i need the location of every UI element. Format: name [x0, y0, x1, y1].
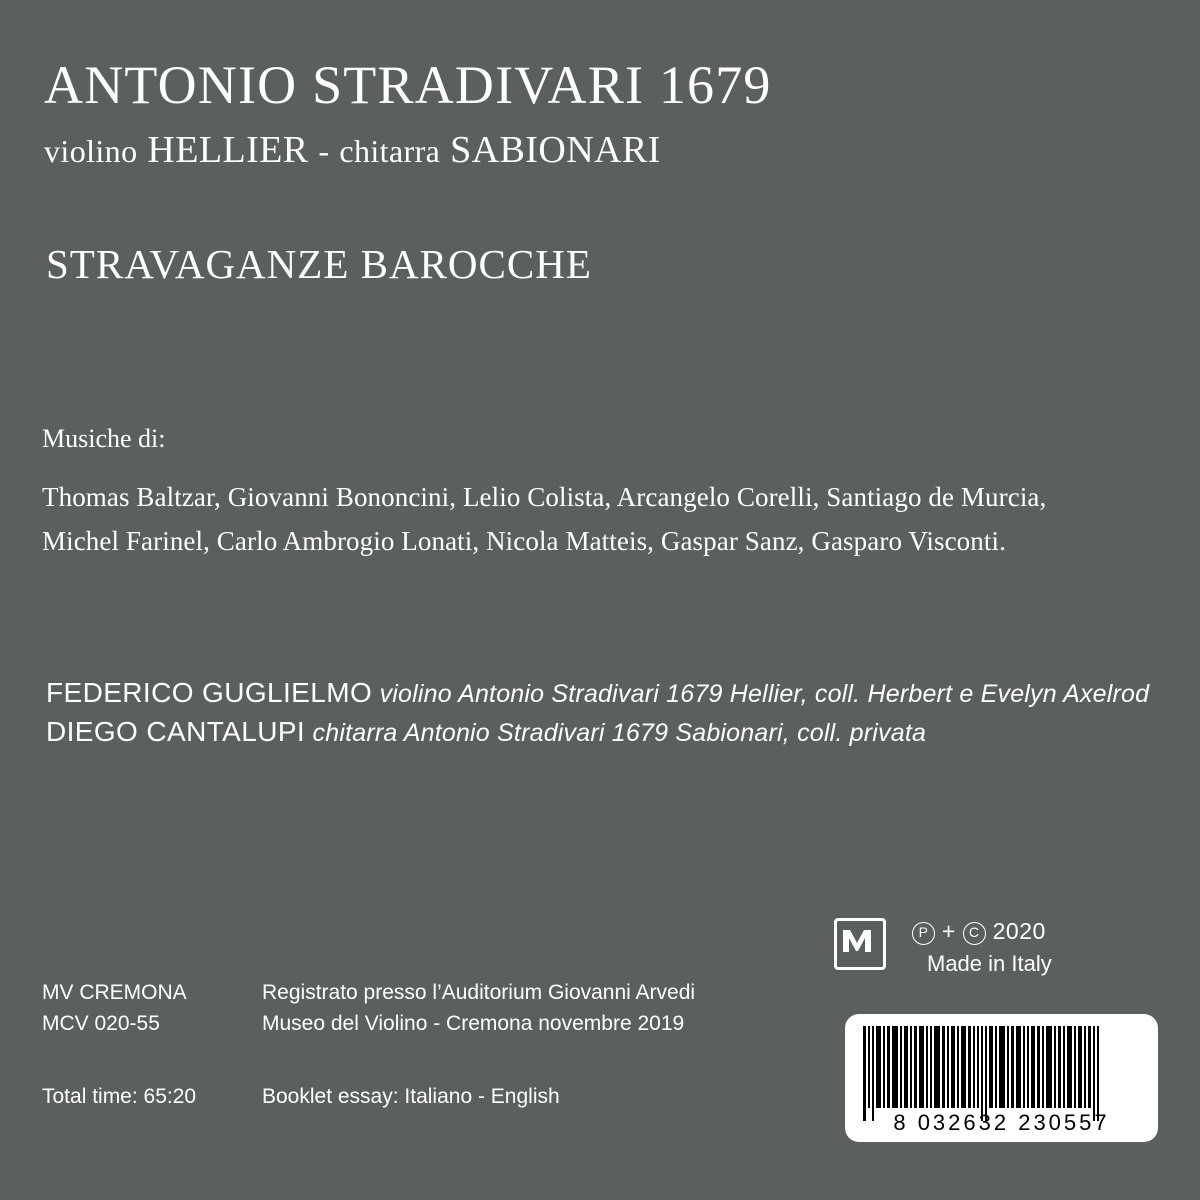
subtitle-chitarra-label: chitarra: [339, 133, 441, 169]
museo-del-violino-logo-icon: [834, 918, 886, 970]
barcode-digits: 8 032632 230557: [893, 1110, 1110, 1135]
instrument-subtitle: [44, 131, 1144, 169]
total-time: Total time: 65:20: [42, 1085, 197, 1108]
composers-section: [42, 424, 1162, 563]
page-title: ANTONIO STRADIVARI 1679: [44, 55, 772, 115]
composers-list: [42, 475, 1162, 563]
subtitle-hellier: HELLIER: [147, 129, 309, 171]
composers-label: Musiche di:: [42, 424, 166, 453]
copyright-year: 2020: [992, 918, 1046, 944]
copyright-plus: +: [941, 918, 956, 944]
catalog-number: MCV 020-55: [42, 1011, 160, 1035]
composers-line-1: Thomas Baltzar, Giovanni Bononcini, Lelio Colista, Arcangelo Corelli, Santiago de Murcia,: [42, 482, 1047, 512]
performer-name: FEDERICO GUGLIELMO: [46, 677, 373, 708]
ensemble-name: STRAVAGANZE BAROCCHE: [46, 241, 592, 287]
booklet-essay: Booklet essay: Italiano - English: [262, 1085, 560, 1108]
copyright-line: [912, 918, 1046, 945]
composers-line-2: Michel Farinel, Carlo Ambrogio Lonati, Nicola Matteis, Gaspar Sanz, Gasparo Visconti.: [42, 526, 1006, 556]
copyright-icon: C: [963, 922, 986, 945]
phonogram-icon: P: [912, 922, 935, 945]
performers-section: [46, 674, 1176, 751]
performer-instrument: violino Antonio Stradivari 1679 Hellier, coll. Herbert e Evelyn Axelrod: [379, 680, 1150, 708]
recording-line-1: Registrato presso l’Auditorium Giovanni Arvedi: [262, 981, 696, 1004]
performer-instrument: chitarra Antonio Stradivari 1679 Sabionari, coll. privata: [312, 718, 927, 747]
recording-credits: [262, 978, 695, 1040]
barcode: [845, 1014, 1158, 1142]
label-name: MV CREMONA: [42, 981, 187, 1004]
subtitle-violino-label: violino: [44, 133, 138, 169]
barcode-bars: [863, 1026, 1101, 1108]
subtitle-sabionari: SABIONARI: [450, 129, 661, 171]
recording-line-2: Museo del Violino - Cremona novembre 2019: [262, 1011, 685, 1035]
made-in-label: Made in Italy: [927, 951, 1052, 976]
performer-row: [46, 674, 1176, 713]
label-credits: [42, 978, 187, 1040]
performer-name: DIEGO CANTALUPI: [46, 715, 306, 747]
title-block: [44, 55, 1144, 171]
performer-row: [46, 713, 1176, 752]
subtitle-dash: -: [318, 133, 330, 169]
